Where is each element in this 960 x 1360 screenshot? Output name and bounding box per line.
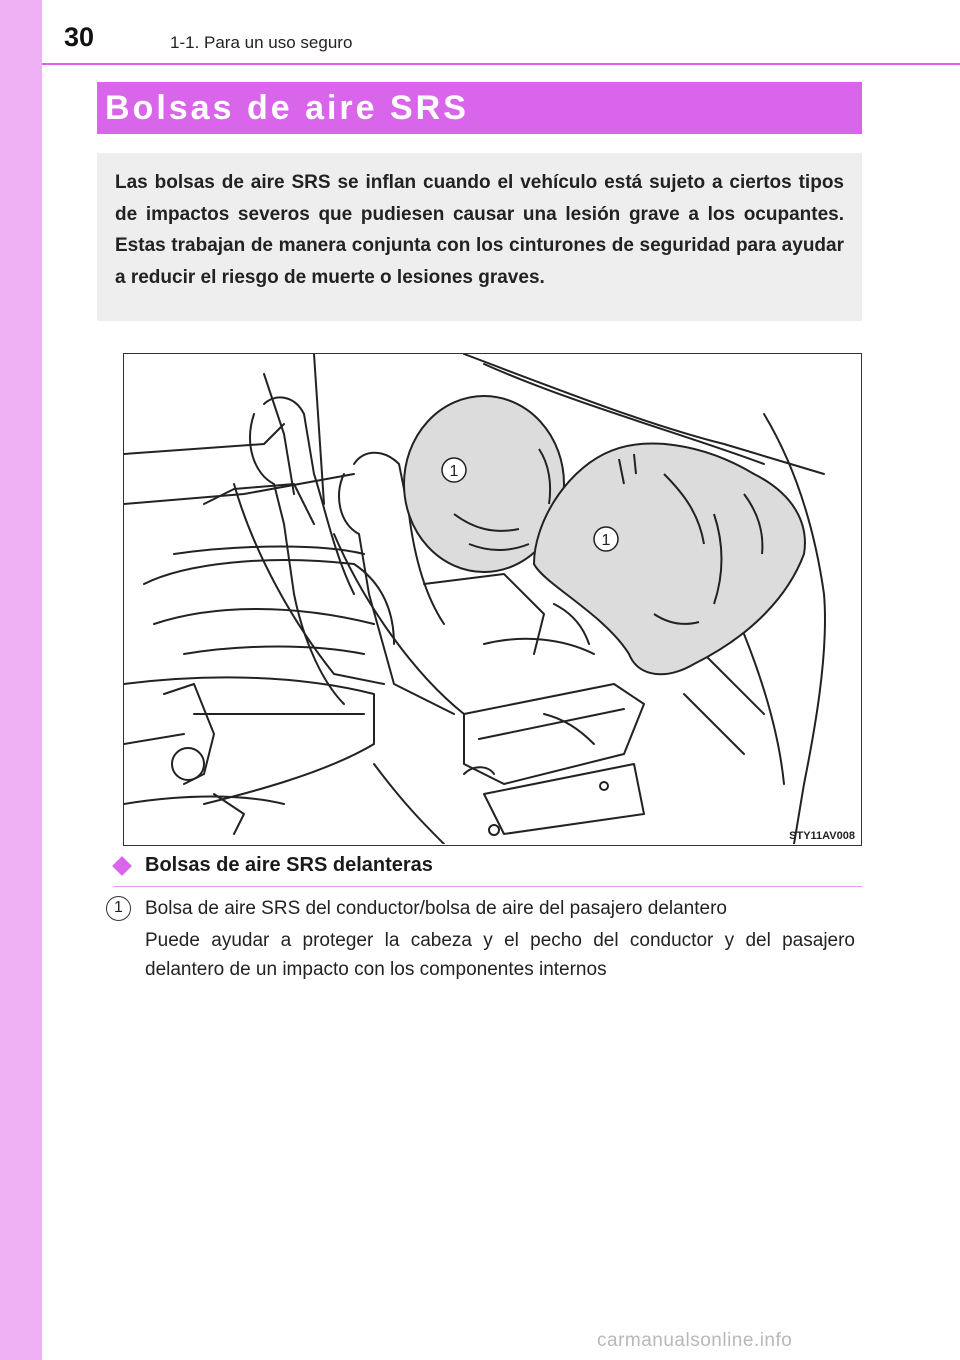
item-number-badge: 1 [106, 896, 131, 921]
figure-code: STY11AV008 [789, 830, 855, 842]
section-reference: 1-1. Para un uso seguro [170, 33, 353, 52]
item-description: Puede ayudar a proteger la cabeza y el pecho del conductor y del pasajero delantero de un impacto con los componentes internos [145, 930, 855, 980]
callout-label: 1 [449, 463, 459, 480]
watermark: carmanualsonline.info [597, 1330, 793, 1351]
side-tab-strip [0, 0, 42, 1360]
header-divider [42, 63, 960, 65]
callout-label: 1 [601, 532, 611, 549]
subsection-heading [113, 854, 862, 887]
airbag-drawing [124, 354, 860, 844]
intro-box [97, 153, 862, 321]
callout-1-passenger [442, 458, 466, 482]
page-title: Bolsas de aire SRS [97, 82, 862, 134]
item-title: Bolsa de aire SRS del conductor/bolsa de aire del pasajero delantero [145, 898, 727, 919]
page-number: 30 [64, 22, 95, 52]
diamond-icon [112, 856, 132, 876]
subsection-heading-text: Bolsas de aire SRS delanteras [145, 854, 433, 876]
callout-1-driver [594, 527, 618, 551]
airbag-illustration [123, 353, 862, 846]
intro-text: Las bolsas de aire SRS se inflan cuando el vehículo está sujeto a ciertos tipos de impactos severos que pudiesen causar una lesión grave a los ocupantes. Estas trabajan de manera conjunta con los cinturones de seguridad para ayudar a reducir el riesgo de muerte o lesiones graves. [115, 172, 844, 288]
driver-airbag [534, 444, 805, 675]
